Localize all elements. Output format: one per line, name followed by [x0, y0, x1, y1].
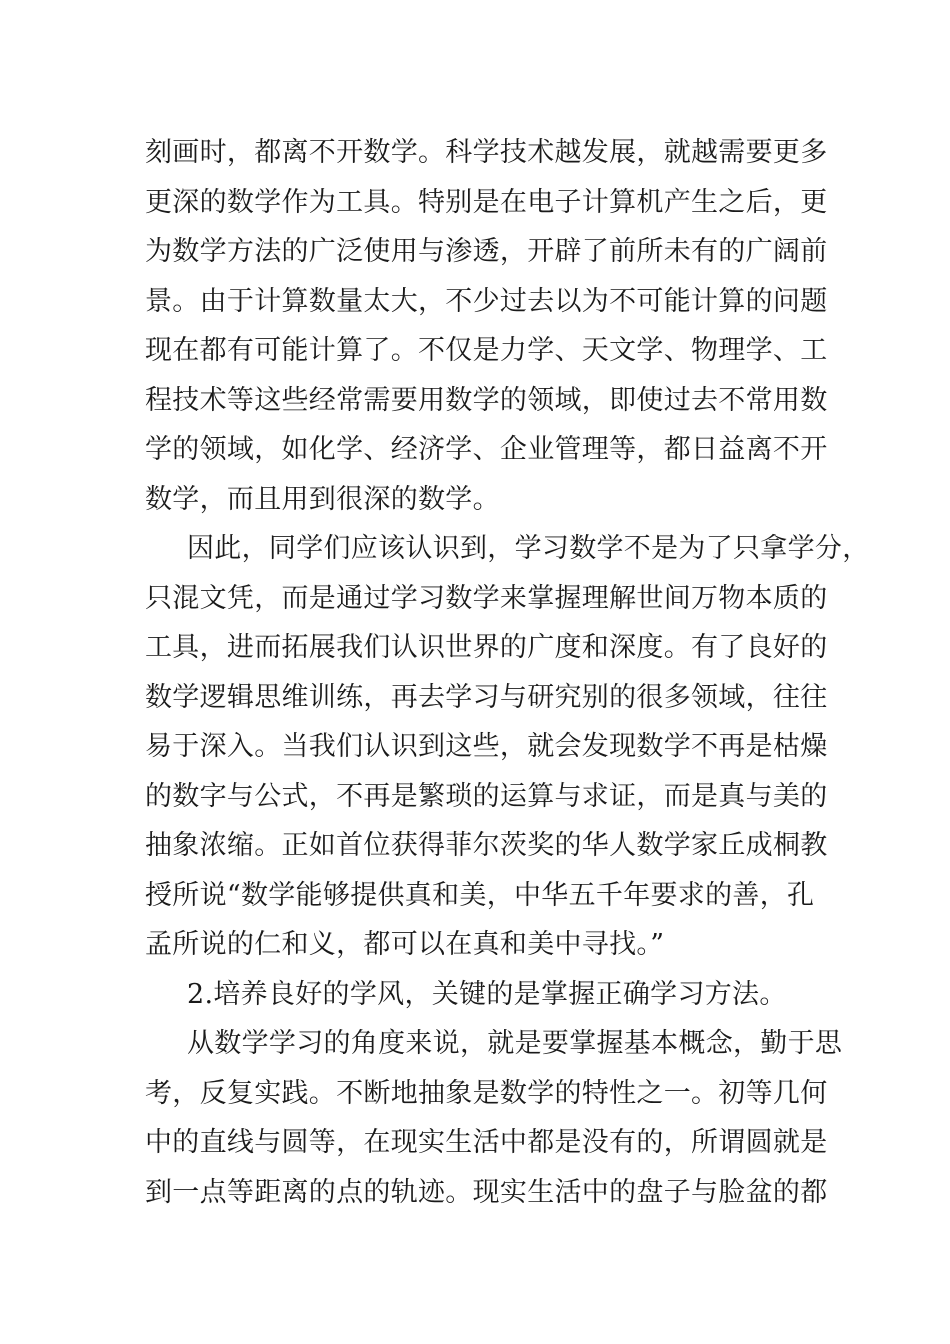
document-page — [145, 128, 870, 1217]
text-line: 程技术等这些经常需要用数学的领域，即使过去不常用数 — [145, 384, 828, 416]
text-line: 授所说“数学能够提供真和美，中华五千年要求的善，孔 — [145, 879, 815, 911]
text-line: 只混文凭，而是通过学习数学来掌握理解世间万物本质的 — [145, 582, 828, 614]
text-line: 工具，进而拓展我们认识世界的广度和深度。有了良好的 — [145, 632, 828, 663]
text-line: 中的直线与圆等，在现实生活中都是没有的，所谓圆就是 — [145, 1127, 828, 1158]
text-line: 数学，而且用到很深的数学。 — [145, 483, 500, 515]
text-line: 到一点等距离的点的轨迹。现实生活中的盘子与脸盆的都 — [145, 1176, 828, 1208]
section-heading: 2.培养良好的学风，关键的是掌握正确学习方法。 — [187, 978, 787, 1010]
paragraph-start-line: 因此，同学们应该认识到，学习数学不是为了只拿学分， — [187, 533, 870, 564]
text-line: 易于深入。当我们认识到这些，就会发现数学不再是枯燥 — [145, 731, 828, 762]
text-line: 为数学方法的广泛使用与渗透，开辟了前所未有的广阔前 — [145, 236, 828, 267]
text-line: 孟所说的仁和义，都可以在真和美中寻找。” — [145, 929, 665, 960]
text-line: 现在都有可能计算了。不仅是力学、天文学、物理学、工 — [145, 335, 828, 366]
text-line: 更深的数学作为工具。特别是在电子计算机产生之后，更 — [145, 186, 828, 218]
text-line: 考，反复实践。不断地抽象是数学的特性之一。初等几何 — [145, 1077, 828, 1109]
text-line: 刻画时，都离不开数学。科学技术越发展，就越需要更多 — [145, 137, 828, 168]
text-line: 的数字与公式，不再是繁琐的运算与求证，而是真与美的 — [145, 780, 828, 812]
text-line: 景。由于计算数量太大，不少过去以为不可能计算的问题 — [145, 285, 828, 317]
text-line: 学的领域，如化学、经济学、企业管理等，都日益离不开 — [145, 434, 828, 465]
text-line: 数学逻辑思维训练，再去学习与研究别的很多领域，往往 — [145, 681, 828, 713]
text-line: 抽象浓缩。正如首位获得菲尔茨奖的华人数学家丘成桐教 — [145, 830, 828, 861]
paragraph-start-line: 从数学学习的角度来说，就是要掌握基本概念，勤于思 — [187, 1028, 843, 1059]
